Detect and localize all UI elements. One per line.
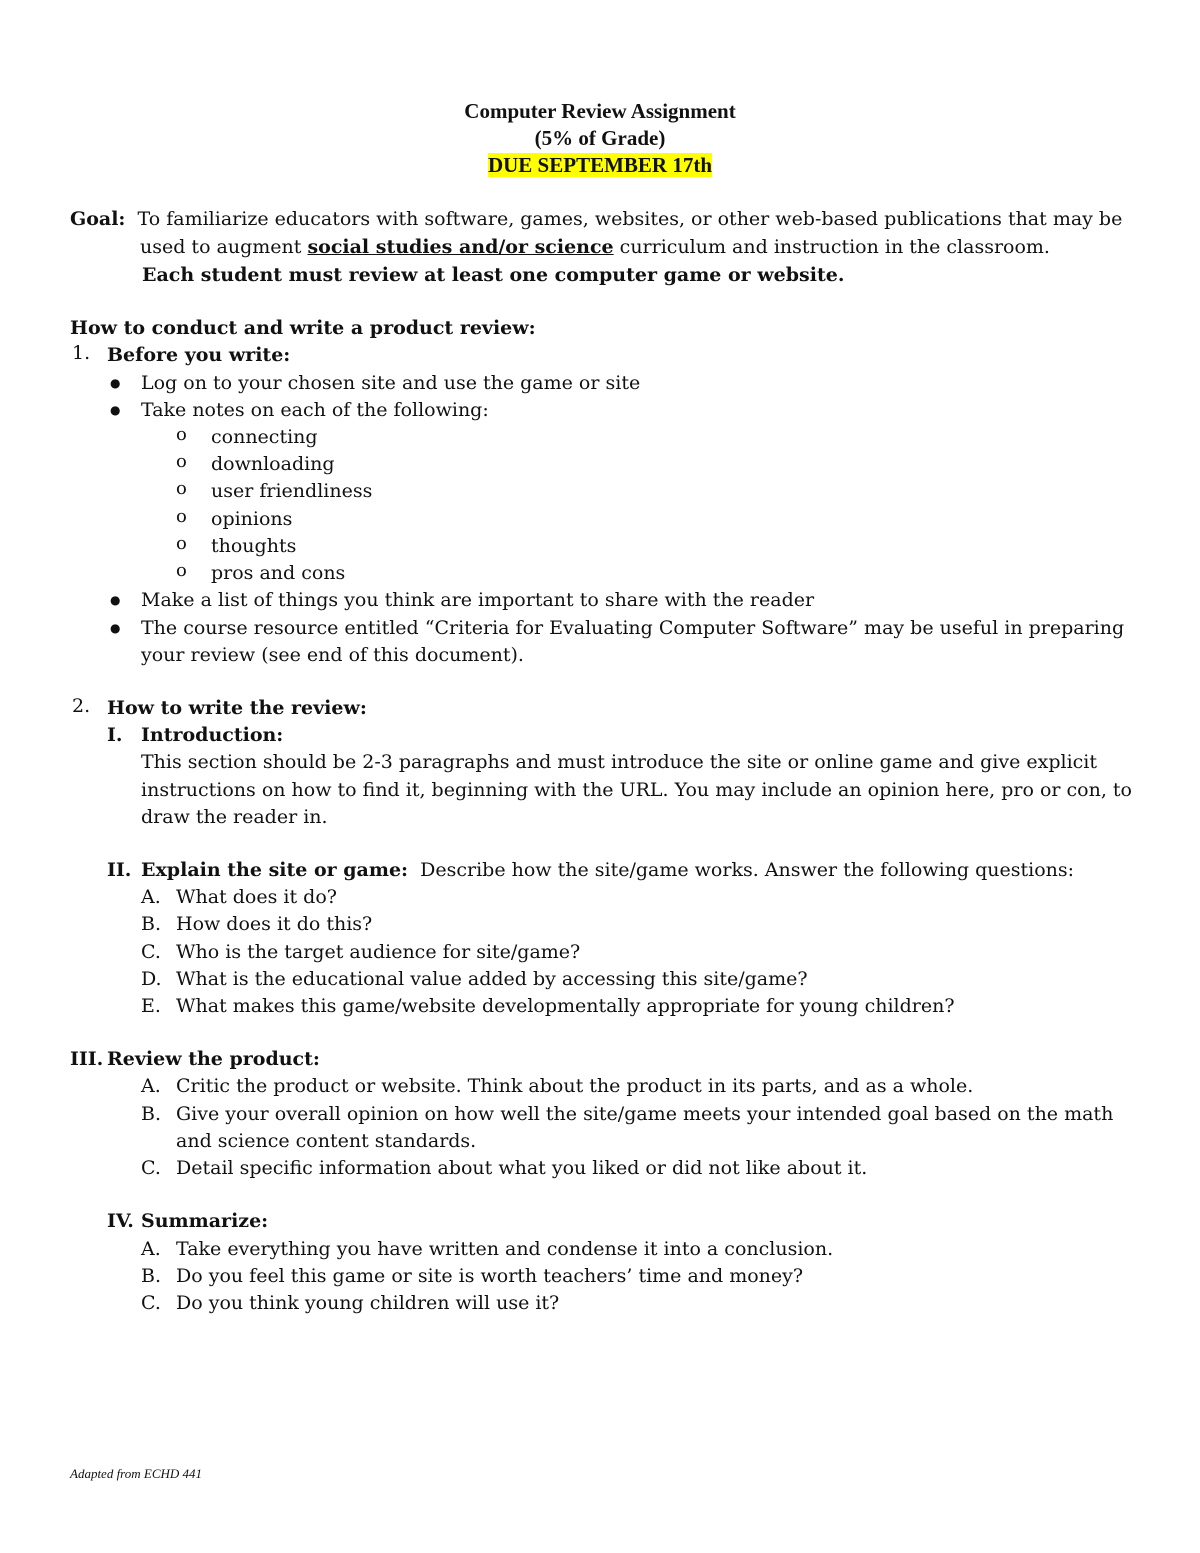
list-item: Give your overall opinion on how well the site/game meets your intended goal based on the math bbox=[176, 1103, 1114, 1125]
section-3-heading: Review the product: bbox=[107, 1048, 320, 1070]
goal-subjects: social studies and/or science bbox=[307, 236, 614, 258]
due-date bbox=[0, 153, 1200, 178]
sub-bullet-icon: o bbox=[176, 478, 187, 499]
goal-line-2 bbox=[140, 234, 1050, 261]
step-1-number: 1. bbox=[72, 342, 91, 364]
step-2-number: 2. bbox=[72, 695, 91, 717]
list-letter: B. bbox=[141, 1265, 162, 1287]
sub-item: pros and cons bbox=[211, 562, 346, 584]
goal-text-2a: used to augment bbox=[140, 236, 308, 258]
list-letter: C. bbox=[141, 941, 161, 963]
grade-weight: (5% of Grade) bbox=[534, 126, 666, 150]
section-1-text: This section should be 2-3 paragraphs and must introduce the site or online game and give explicit bbox=[141, 751, 1098, 773]
list-item-continuation: and science content standards. bbox=[176, 1130, 477, 1152]
bullet-continuation: your review (see end of this document). bbox=[141, 644, 524, 666]
due-date-highlight: DUE SEPTEMBER 17th bbox=[487, 153, 713, 177]
goal-line-1 bbox=[70, 206, 1122, 233]
list-letter: D. bbox=[141, 968, 162, 990]
sub-bullet-icon: o bbox=[176, 451, 187, 472]
list-item: What is the educational value added by accessing this site/game? bbox=[176, 968, 808, 990]
list-item: Do you feel this game or site is worth teachers’ time and money? bbox=[176, 1265, 804, 1287]
section-4-heading: Summarize: bbox=[141, 1210, 269, 1232]
list-item: What makes this game/website developmentally appropriate for young children? bbox=[176, 995, 955, 1017]
section-2-numeral: II. bbox=[107, 859, 132, 881]
section-2-intro: Describe how the site/game works. Answer the following questions: bbox=[420, 859, 1075, 881]
list-letter: A. bbox=[141, 1238, 161, 1260]
goal-emphasis: Each student must review at least one computer game or website. bbox=[142, 264, 845, 286]
section-1-heading: Introduction: bbox=[141, 724, 284, 746]
step-2-heading: How to write the review: bbox=[107, 697, 367, 719]
section-4-numeral: IV. bbox=[107, 1210, 134, 1232]
section-1-numeral: I. bbox=[107, 724, 123, 746]
list-item: Take everything you have written and condense it into a conclusion. bbox=[176, 1238, 834, 1260]
bullet-item: Take notes on each of the following: bbox=[141, 399, 489, 421]
sub-item: user friendliness bbox=[211, 480, 373, 502]
step-1-heading: Before you write: bbox=[107, 344, 291, 366]
sub-bullet-icon: o bbox=[176, 424, 187, 445]
list-item: What does it do? bbox=[176, 886, 337, 908]
list-letter: E. bbox=[141, 995, 161, 1017]
sub-item: opinions bbox=[211, 508, 293, 530]
sub-item: thoughts bbox=[211, 535, 297, 557]
section-3-numeral: III. bbox=[70, 1048, 104, 1070]
list-item: How does it do this? bbox=[176, 913, 373, 935]
how-to-heading: How to conduct and write a product review: bbox=[70, 317, 536, 339]
list-item: Do you think young children will use it? bbox=[176, 1292, 560, 1314]
bullet-item: The course resource entitled “Criteria for Evaluating Computer Software” may be useful in preparing bbox=[141, 617, 1125, 639]
list-letter: B. bbox=[141, 1103, 162, 1125]
footer-credit: Adapted from ECHD 441 bbox=[70, 1466, 203, 1481]
list-letter: C. bbox=[141, 1157, 161, 1179]
sub-bullet-icon: o bbox=[176, 560, 187, 581]
section-2-line bbox=[141, 857, 1074, 884]
sub-bullet-icon: o bbox=[176, 533, 187, 554]
list-item: Who is the target audience for site/game? bbox=[176, 941, 581, 963]
bullet-icon: ● bbox=[110, 593, 121, 607]
document-title: Computer Review Assignment bbox=[464, 99, 736, 123]
list-item: Detail specific information about what you liked or did not like about it. bbox=[176, 1157, 868, 1179]
section-1-text: draw the reader in. bbox=[141, 806, 328, 828]
list-letter: A. bbox=[141, 1075, 161, 1097]
section-2-heading: Explain the site or game: bbox=[141, 859, 409, 881]
sub-bullet-icon: o bbox=[176, 506, 187, 527]
goal-text-1: To familiarize educators with software, games, websites, or other web-based publications that may be bbox=[137, 208, 1123, 230]
section-1-text: instructions on how to find it, beginning with the URL. You may include an opinion here, pro or con, to bbox=[141, 779, 1132, 801]
list-letter: C. bbox=[141, 1292, 161, 1314]
list-letter: A. bbox=[141, 886, 161, 908]
bullet-icon: ● bbox=[110, 621, 121, 635]
list-letter: B. bbox=[141, 913, 162, 935]
sub-item: downloading bbox=[211, 453, 335, 475]
bullet-icon: ● bbox=[110, 403, 121, 417]
bullet-item: Log on to your chosen site and use the game or site bbox=[141, 372, 641, 394]
sub-item: connecting bbox=[211, 426, 318, 448]
bullet-icon: ● bbox=[110, 376, 121, 390]
list-item: Critic the product or website. Think about the product in its parts, and as a whole. bbox=[176, 1075, 974, 1097]
bullet-item: Make a list of things you think are important to share with the reader bbox=[141, 589, 815, 611]
goal-label: Goal: bbox=[70, 208, 126, 230]
goal-text-2c: curriculum and instruction in the classroom. bbox=[613, 236, 1050, 258]
